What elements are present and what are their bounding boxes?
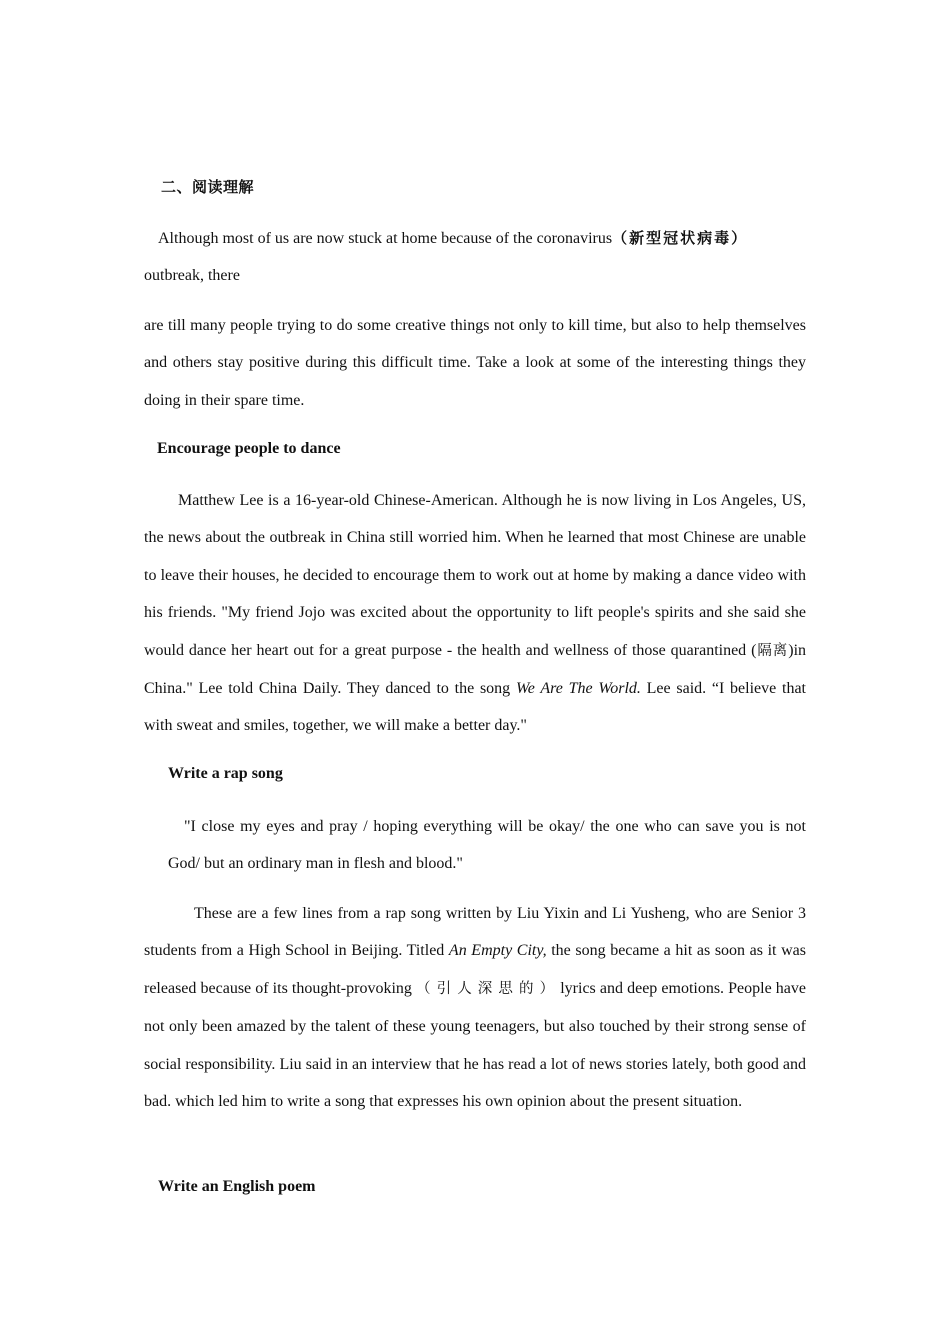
rap-text-c: lyrics and deep emotions. People have not only been amazed by the talent of these young teenagers, but also touched by their strong sense of social responsibility. Liu said in an interview that he has read a lot of news stories lately, both good and bad. which led him to write a song that expresses his own opinion about the present situation. — [144, 979, 807, 1111]
intro-line1-text: Although most of us are now stuck at home because of the coronavirus — [158, 230, 613, 247]
intro-paragraph — [144, 220, 806, 295]
intro-line1-cjk: （新型冠状病毒） — [612, 229, 749, 247]
intro-line2-text: outbreak, there — [144, 267, 240, 285]
section-title: 二、阅读理解 — [161, 178, 255, 196]
dance-text-c: Lee said. “I believe that with sweat and smiles, together, we will make a better day." — [144, 680, 806, 735]
dance-text-cjk: 隔离 — [756, 642, 789, 659]
rap-text-a: These are a few lines from a rap song written by Liu Yixin and Li Yusheng, who are Senior 3 students from a High School in Beijing. Titled — [144, 905, 806, 960]
section-heading-poem: Write an English poem — [158, 1178, 316, 1195]
dance-song-title: We Are The World. — [515, 680, 641, 698]
dance-text-b: )in China." Lee told China Daily. They danced to the song — [144, 641, 807, 698]
rap-song-title: An Empty City, — [448, 942, 547, 960]
section-body-rap — [144, 895, 806, 1120]
section-heading-rap: Write a rap song — [168, 765, 283, 782]
rap-quote-text: "I close my eyes and pray / hoping everything will be okay/ the one who can save you is not God/ but an ordinary man in flesh and blood." — [168, 818, 806, 873]
rap-text-cjk: （引人深思的） — [416, 980, 561, 997]
intro-paragraph-2: are till many people trying to do some creative things not only to kill time, but also to help themselves and others stay positive during this difficult time. Take a look at some of the interesting things they doing in their spare time. — [144, 317, 806, 409]
section-heading-dance: Encourage people to dance — [157, 440, 341, 457]
rap-text-b: the song became a hit as soon as it was released because of its thought-provoking — [144, 942, 806, 997]
rap-quote — [168, 808, 806, 883]
section-body-dance — [144, 482, 806, 745]
dance-text-a: Matthew Lee is a 16-year-old Chinese-American. Although he is now living in Los Angeles, US, the news about the outbreak in China still worried him. When he learned that most Chinese are unable to leave their houses, he decided to encourage them to work out at home by making a dance video with his friends. "My friend Jojo was excited about the opportunity to lift people's spirits and she said she would dance her heart out for a great purpose - the health and wellness of those quarantined ( — [144, 492, 806, 659]
